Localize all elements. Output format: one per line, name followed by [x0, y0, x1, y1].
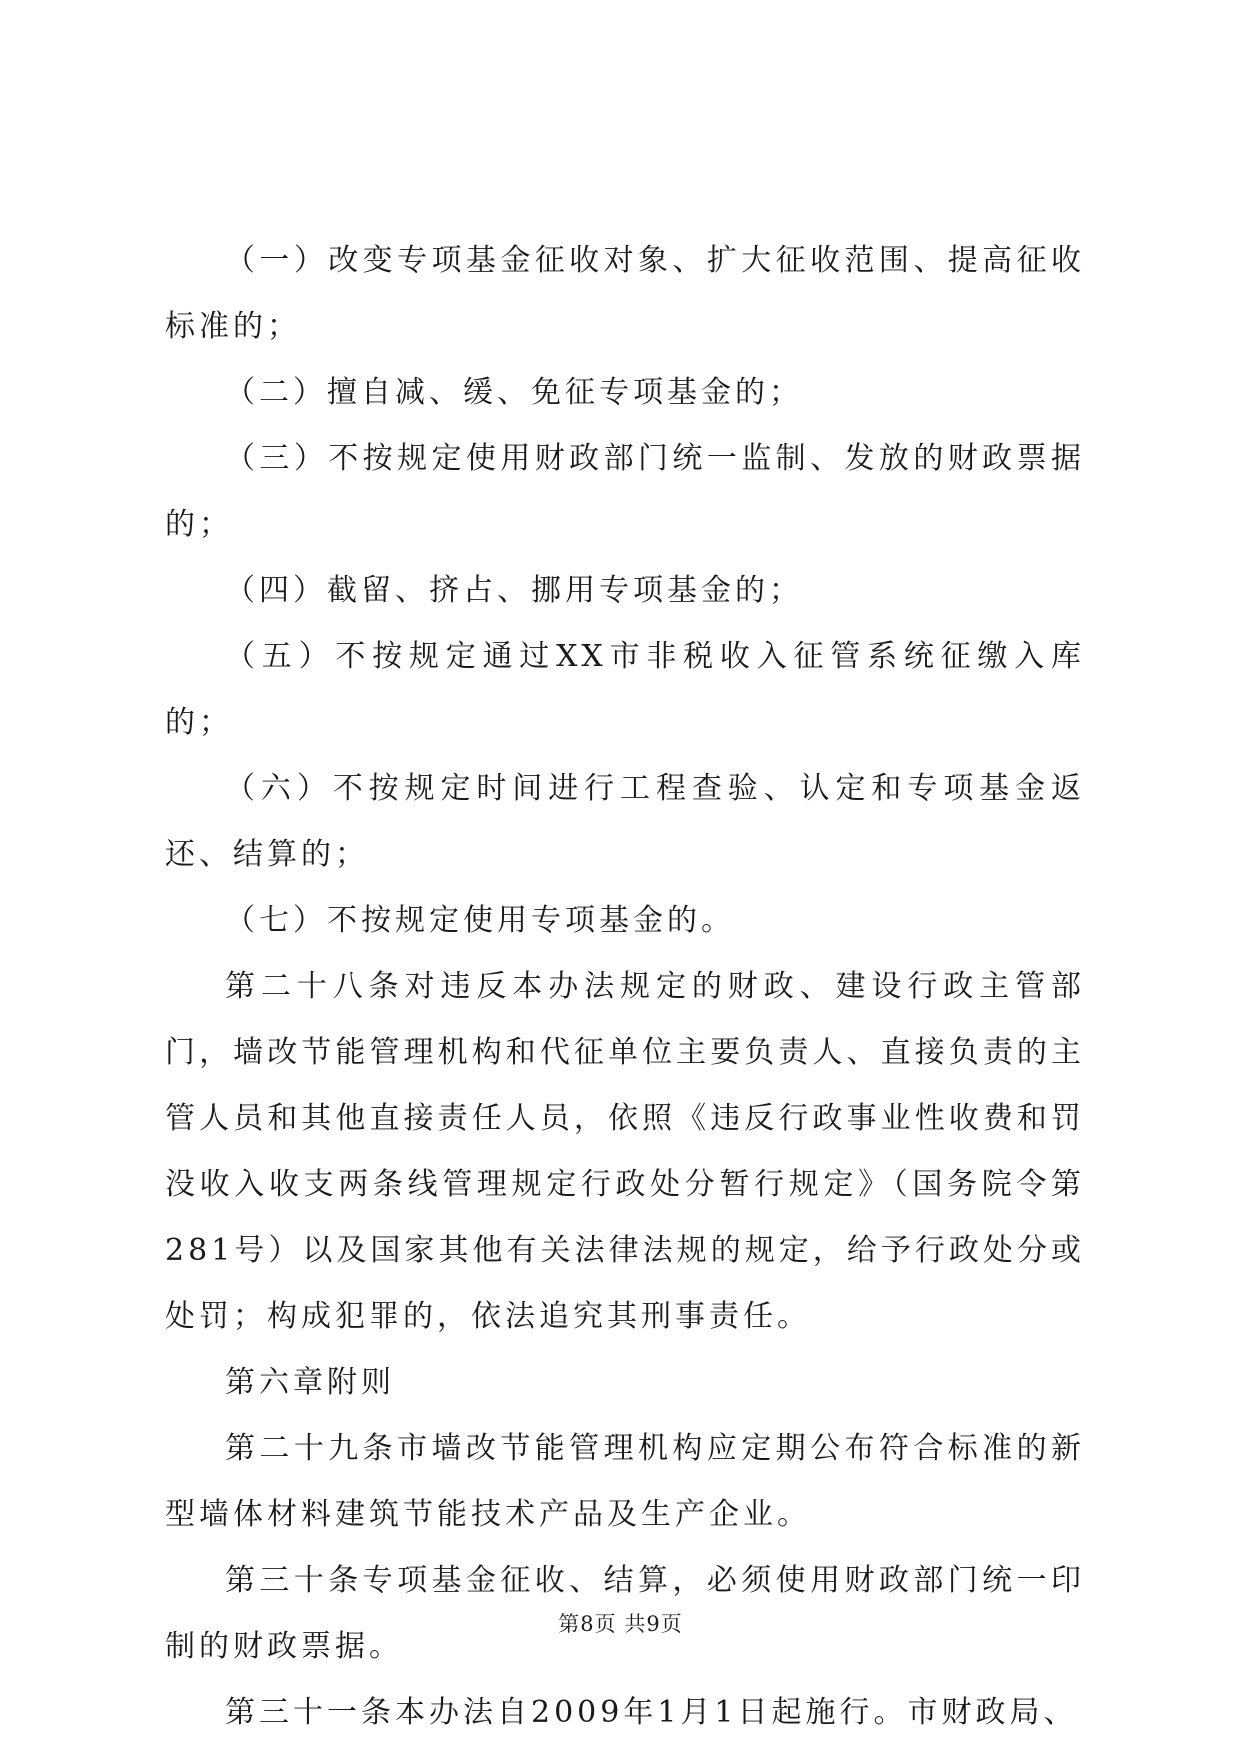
chapter-heading: 第六章附则	[225, 1365, 395, 1400]
clause-2: （二）擅自减、缓、免征专项基金的；	[225, 375, 803, 410]
clause-7: （七）不按规定使用专项基金的。	[225, 903, 735, 938]
clause-3: （三）不按规定使用财政部门统一监制、发放的财政票据的；	[165, 441, 1085, 542]
page-number-footer: 第8页 共9页	[558, 1612, 683, 1636]
clause-5: （五）不按规定通过XX市非税收入征管系统征缴入库的；	[165, 639, 1085, 740]
article-29: 第二十九条市墙改节能管理机构应定期公布符合标准的新型墙体材料建筑节能技术产品及生产企业。	[165, 1431, 1085, 1532]
article-28: 第二十八条对违反本办法规定的财政、建设行政主管部门，墙改节能管理机构和代征单位主要负责人、直接负责的主管人员和其他直接责任人员，依照《违反行政事业性收费和罚没收入收支两条线管理规定行政处分暂行规定》（国务院令第281号）以及国家其他有关法律法规的规定，给予行政处分或处罚；构成犯罪的，依法追究其刑事责任。	[165, 969, 1085, 1334]
article-31: 第三十一条本办法自2009年1月1日起施行。市财政局、	[225, 1695, 1078, 1730]
clause-4: （四）截留、挤占、挪用专项基金的；	[225, 573, 803, 608]
article-30: 第三十条专项基金征收、结算，必须使用财政部门统一印制的财政票据。	[165, 1563, 1085, 1664]
document-body	[165, 228, 1085, 1746]
clause-1: （一）改变专项基金征收对象、扩大征收范围、提高征收标准的；	[165, 243, 1085, 344]
clause-6: （六）不按规定时间进行工程查验、认定和专项基金返还、结算的；	[165, 771, 1085, 872]
